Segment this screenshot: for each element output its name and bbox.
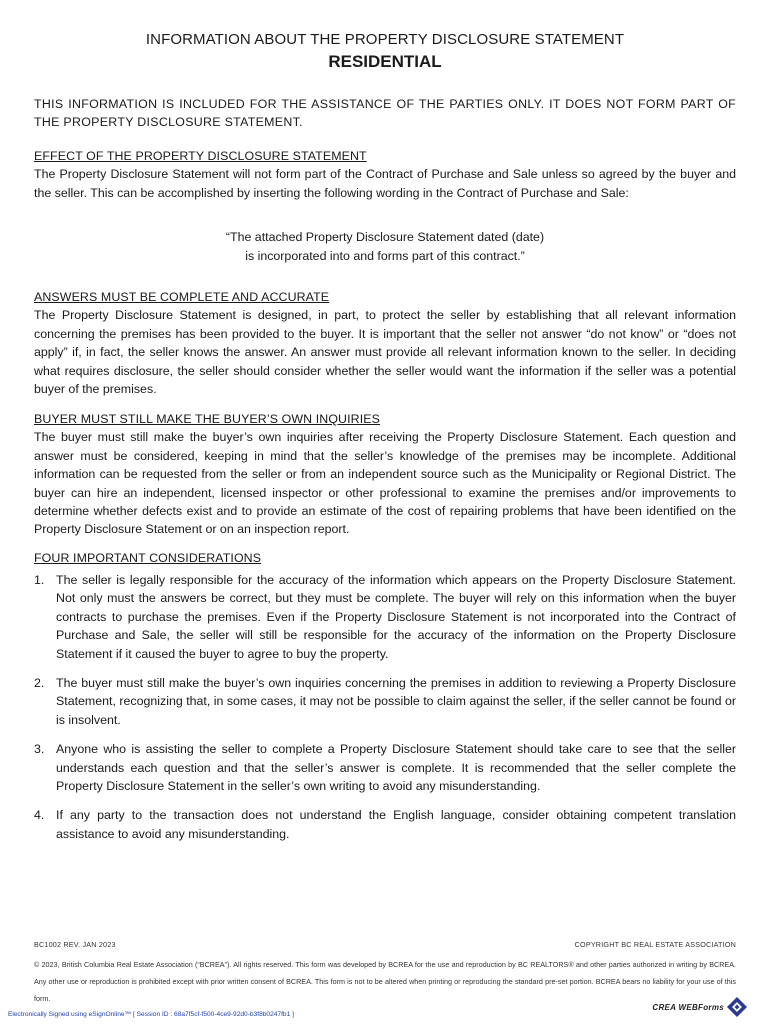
diamond-logo-icon bbox=[726, 996, 748, 1018]
webforms-logo bbox=[652, 996, 748, 1018]
list-item bbox=[34, 674, 736, 729]
list-item bbox=[34, 806, 736, 843]
list-item bbox=[34, 740, 736, 795]
document-title: INFORMATION ABOUT THE PROPERTY DISCLOSURE STATEMENT bbox=[145, 31, 625, 48]
list-item-text: The seller is legally responsible for the accuracy of the information which appears on the Property Disclosure Statement. Not only must the answers be correct, but they must be complete. The buyer will rely on this information when the buyer contracts to purchase the premises. Even if the Property Disclosure Statement is not incorporated into the Contract of Purchase and Sale, the seller will still be responsible for the accuracy of the information on the Property Disclosure Statement if it caused the buyer to agree to buy the property. bbox=[56, 573, 736, 661]
copyright-notice: © 2023, British Columbia Real Estate Association (“BCREA”). All rights reserved. This form was developed by BCREA for the use and reproduction by BC REALTORS® and other parties authorized in writing by BCREA. Any other use or reproduction is prohibited except with prior written consent of BCREA. This form is not to be altered when printing or reproducing the standard pre-set portion. BCREA bears no liability for your use of this form. bbox=[34, 960, 736, 1003]
section-body: The Property Disclosure Statement will not form part of the Contract of Purchase and Sale unless so agreed by the buyer and the seller. This can be accomplished by inserting the following wording in the Contract of Purchase and Sale: bbox=[34, 167, 736, 200]
section-heading: FOUR IMPORTANT CONSIDERATIONS bbox=[34, 551, 262, 565]
list-item-text: If any party to the transaction does not understand the English language, consider obtaining competent translation assistance to avoid any misunderstanding. bbox=[56, 808, 736, 841]
quote-line: “The attached Property Disclosure Statement dated (date) bbox=[225, 230, 545, 244]
list-item-number: 2. bbox=[34, 676, 45, 691]
document-subtitle: RESIDENTIAL bbox=[328, 52, 442, 71]
esignature-session-link[interactable]: Electronically Signed using eSignOnline™ [ Session ID : 68a7f5cf-f500-4ce9-92d0-b3f8b0247fb1 ] bbox=[8, 1011, 294, 1018]
section-buyer-inquiries bbox=[34, 410, 736, 539]
list-item-number: 4. bbox=[34, 808, 45, 823]
quote-line: is incorporated into and forms part of this contract.” bbox=[245, 248, 525, 263]
list-item-number: 1. bbox=[34, 573, 45, 587]
contract-wording-quote bbox=[34, 228, 736, 266]
section-heading: EFFECT OF THE PROPERTY DISCLOSURE STATEMENT bbox=[34, 149, 367, 163]
section-body: The Property Disclosure Statement is designed, in part, to protect the seller by establishing that all relevant information concerning the premises has been provided to the buyer. It is important that the seller not answer “do not know” or “does not apply” if, in fact, the seller knows the answer. An answer must provide all relevant information known to the seller. In deciding what requires disclosure, the seller should consider whether the seller would want the information if the seller was a potential buyer of the premises. bbox=[34, 308, 736, 397]
section-heading: ANSWERS MUST BE COMPLETE AND ACCURATE bbox=[34, 290, 330, 304]
section-considerations bbox=[34, 549, 736, 567]
section-body: The buyer must still make the buyer’s own inquiries after receiving the Property Disclosure Statement. Each question and answer must be considered, keeping in mind that the seller’s knowledge of the premises may be incomplete. Additional information can be requested from the seller or from an independent source such as the Municipality or Regional District. The buyer can hire an independent, licensed inspector or other professional to examine the premises and/or improvements to determine whether defects exist and to provide an estimate of the cost of repairing problems that have been identified on the Property Disclosure Statement or on an inspection report. bbox=[34, 430, 736, 537]
logo-text: CREA WEBForms bbox=[652, 1002, 724, 1012]
intro-notice: THIS INFORMATION IS INCLUDED FOR THE ASSISTANCE OF THE PARTIES ONLY. IT DOES NOT FORM PART OF THE PROPERTY DISCLOSURE STATEMENT. bbox=[34, 97, 736, 130]
list-item-number: 3. bbox=[34, 742, 45, 757]
section-answers bbox=[34, 288, 736, 398]
list-item bbox=[34, 571, 736, 663]
form-revision-id: BC1002 REV. JAN 2023 bbox=[34, 940, 116, 949]
list-item-text: Anyone who is assisting the seller to complete a Property Disclosure Statement should take care to see that the seller understands each question and that the seller’s answer is complete. It is recommended that the seller complete the Property Disclosure Statement in the seller’s own writing to avoid any misunderstanding. bbox=[56, 742, 736, 794]
section-heading: BUYER MUST STILL MAKE THE BUYER’S OWN INQUIRIES bbox=[34, 412, 380, 426]
considerations-list bbox=[34, 571, 736, 854]
copyright-label: COPYRIGHT BC REAL ESTATE ASSOCIATION bbox=[574, 940, 736, 949]
list-item-text: The buyer must still make the buyer’s own inquiries concerning the premises in addition to reviewing a Property Disclosure Statement, recognizing that, in some cases, it may not be possible to claim against the seller, if the seller cannot be found or is insolvent. bbox=[56, 676, 736, 727]
section-effect bbox=[34, 147, 736, 202]
